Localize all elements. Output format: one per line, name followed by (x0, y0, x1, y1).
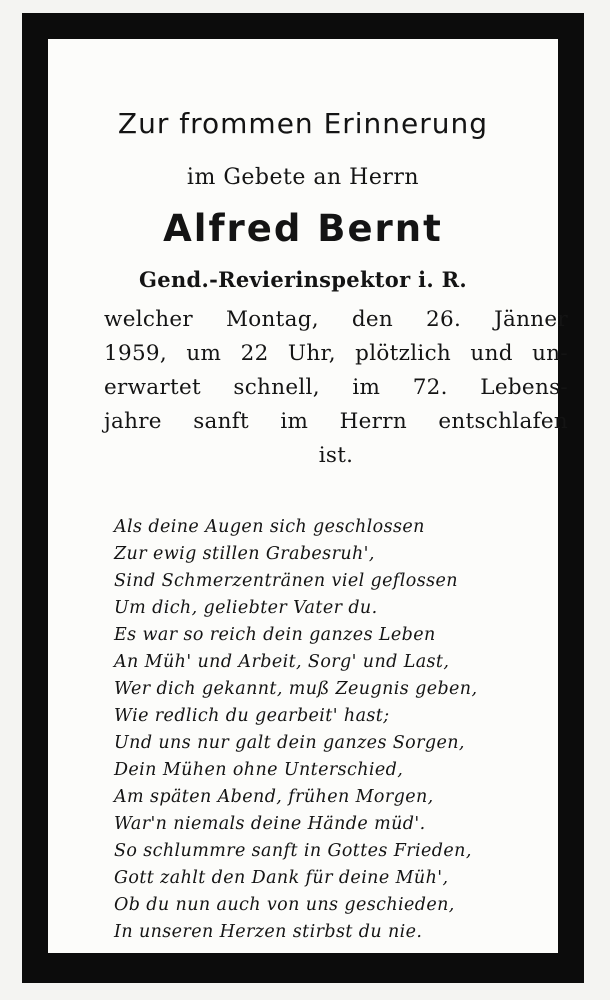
poem-line: Dein Mühen ohne Unterschied, (114, 760, 404, 780)
poem-line: Ob du nun auch von uns geschieden, (114, 895, 455, 915)
poem-line: Sind Schmerzentränen viel geflossen (114, 571, 458, 591)
poem-line: Am späten Abend, frühen Morgen, (114, 787, 434, 807)
deceased-name: Alfred Bernt (163, 207, 443, 250)
card-subheading: im Gebete an Herrn (186, 165, 420, 190)
poem-line: Und uns nur galt dein ganzes Sorgen, (114, 733, 465, 753)
card-inner-panel (48, 39, 568, 953)
poem-line: Um dich, geliebter Vater du. (114, 598, 378, 618)
poem-line: Es war so reich dein ganzes Leben (114, 625, 436, 645)
paragraph-line: jahre sanft im Herrn entschlafen (104, 409, 568, 434)
paragraph-line: 1959, um 22 Uhr, plötzlich und un- (104, 341, 568, 366)
poem-line: War'n niemals deine Hände müd'. (114, 814, 426, 834)
paragraph-line: erwartet schnell, im 72. Lebens- (104, 375, 568, 400)
poem-line: Wie redlich du gearbeit' hast; (114, 706, 390, 726)
poem-line: Als deine Augen sich geschlossen (114, 517, 425, 537)
paragraph-line: welcher Montag, den 26. Jänner (104, 307, 568, 332)
poem-line: Gott zahlt den Dank für deine Müh', (114, 868, 449, 888)
poem-line: In unseren Herzen stirbst du nie. (114, 922, 423, 942)
card-heading: Zur frommen Erinnerung (117, 107, 489, 140)
poem-line: An Müh' und Arbeit, Sorg' und Last, (114, 652, 450, 672)
poem-line: Wer dich gekannt, muß Zeugnis geben, (114, 679, 478, 699)
memorial-card (22, 13, 584, 983)
poem-line: So schlummre sanft in Gottes Frieden, (114, 841, 472, 861)
poem-line: Zur ewig stillen Grabesruh', (114, 544, 375, 564)
deceased-rank: Gend.-Revierinspektor i. R. (139, 267, 467, 292)
paragraph-line: ist. (318, 443, 354, 468)
